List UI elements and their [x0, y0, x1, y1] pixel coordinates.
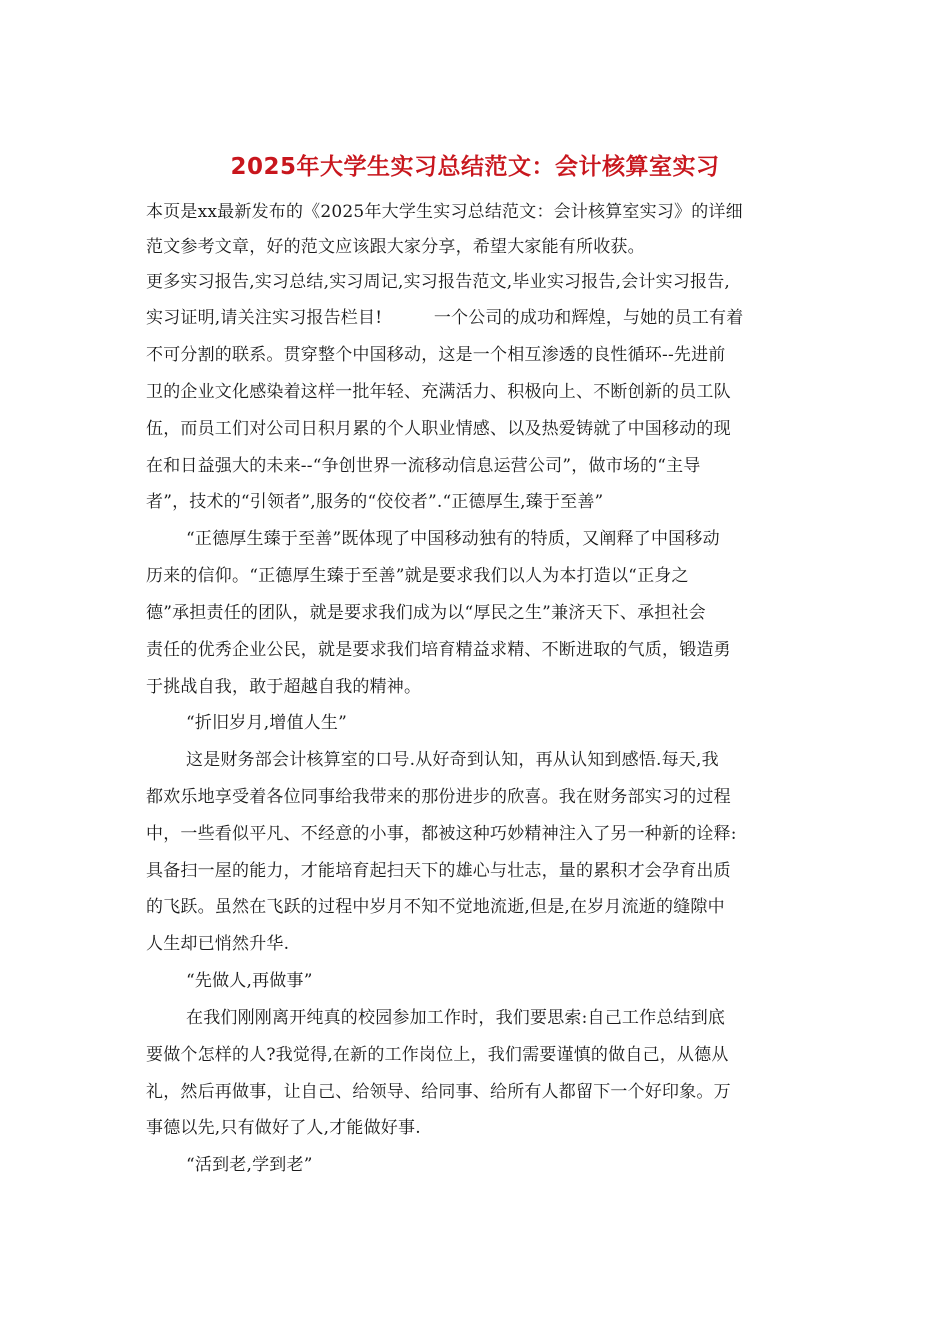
text-line: 更多实习报告,实习总结,实习周记,实习报告范文,毕业实习报告,会计实习报告, — [146, 272, 731, 292]
section-heading: “折旧岁月,增值人生” — [186, 713, 347, 733]
text-line: 这是财务部会计核算室的口号.从好奇到认知，再从认知到感悟.每天,我 — [186, 750, 719, 770]
text-line: “正德厚生臻于至善”既体现了中国移动独有的特质，又阐释了中国移动 — [186, 529, 720, 549]
text-line: 德”承担责任的团队，就是要求我们成为以“厚民之生”兼济天下、承担社会 — [146, 603, 706, 623]
text-line: 人生却已悄然升华. — [146, 934, 290, 954]
text-line: 实习证明,请关注实习报告栏目! 一个公司的成功和辉煌，与她的员工有着 — [146, 308, 744, 328]
text-line: 责任的优秀企业公民，就是要求我们培育精益求精、不断进取的气质，锻造勇 — [146, 640, 731, 660]
text-line: 在和日益强大的未来--“争创世界一流移动信息运营公司”，做市场的“主导 — [146, 456, 701, 476]
text-line: 伍，而员工们对公司日积月累的个人职业情感、以及热爱铸就了中国移动的现 — [146, 419, 731, 439]
text-line: 于挑战自我，敢于超越自我的精神。 — [146, 677, 422, 697]
text-line: 要做个怎样的人?我觉得,在新的工作岗位上，我们需要谨慎的做自己，从德从 — [146, 1045, 729, 1065]
text-line: 具备扫一屋的能力，才能培育起扫天下的雄心与壮志，量的累积才会孕育出质 — [146, 861, 731, 881]
text-line: 不可分割的联系。贯穿整个中国移动，这是一个相互渗透的良性循环--先进前 — [146, 345, 726, 365]
text-line: 卫的企业文化感染着这样一批年轻、充满活力、积极向上、不断创新的员工队 — [146, 382, 731, 402]
text-line: 礼，然后再做事，让自己、给领导、给同事、给所有人都留下一个好印象。万 — [146, 1082, 731, 1102]
text-line: 都欢乐地享受着各位同事给我带来的那份进步的欣喜。我在财务部实习的过程 — [146, 787, 731, 807]
text-line: 者”，技术的“引领者”,服务的“佼佼者”.“正德厚生,臻于至善” — [146, 492, 604, 512]
document-title: 2025年大学生实习总结范文：会计核算室实习 — [230, 154, 720, 180]
text-line: 范文参考文章，好的范文应该跟大家分享，希望大家能有所收获。 — [146, 237, 645, 257]
section-heading: “活到老,学到老” — [186, 1155, 313, 1175]
text-line: 本页是xx最新发布的《2025年大学生实习总结范文：会计核算室实习》的详细 — [146, 202, 743, 222]
text-line: 在我们刚刚离开纯真的校园参加工作时，我们要思索:自己工作总结到底 — [186, 1008, 726, 1028]
text-line: 历来的信仰。“正德厚生臻于至善”就是要求我们以人为本打造以“正身之 — [146, 566, 689, 586]
section-heading: “先做人,再做事” — [186, 971, 313, 991]
text-line: 事德以先,只有做好了人,才能做好事. — [146, 1118, 421, 1138]
text-line: 的飞跃。虽然在飞跃的过程中岁月不知不觉地流逝,但是,在岁月流逝的缝隙中 — [146, 897, 725, 917]
text-line: 中，一些看似平凡、不经意的小事，都被这种巧妙精神注入了另一种新的诠释: — [146, 824, 737, 844]
